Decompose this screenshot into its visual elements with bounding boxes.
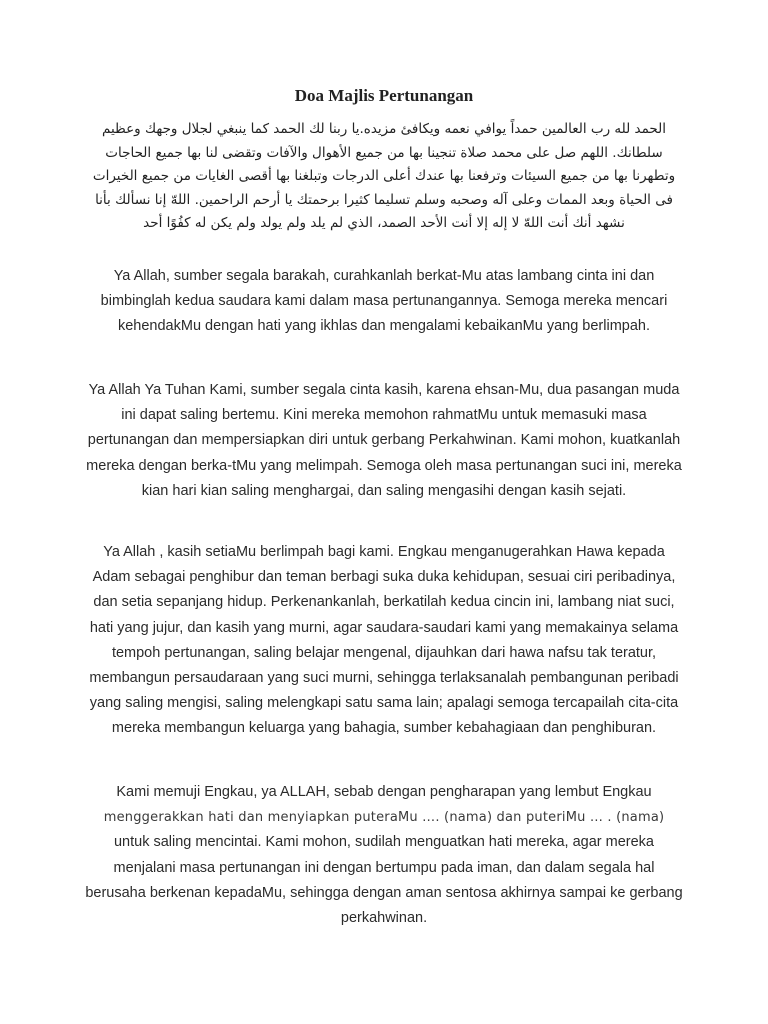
- prayer-paragraph-3: Ya Allah , kasih setiaMu berlimpah bagi kami. Engkau menganugerahkan Hawa kepada Adam sebagai penghibur dan teman berbagi suka duka kehidupan, sesuai ciri peribadinya, dan setia sepanjang hidup. Perkenankanlah, berkatilah kedua cincin ini, lambang niat suci, hati yang jujur, dan kasih yang murni, agar saudara-saudari kami yang memakainya selama tempoh pertunangan, saling belajar mengenal, dijauhkan dari hawa nafsu tak teratur, membangun persaudaraan yang suci murni, sehingga terlaksanalah pembangunan peribadi yang saling mengisi, saling melengkapi satu sama lain; apalagi semoga tercapailah cita-cita mereka membangun keluarga yang bahagia, sumber kebahagiaan dan penghiburan.: [89, 544, 679, 737]
- paragraph-4-rest: untuk saling mencintai. Kami mohon, sudilah menguatkan hati mereka, agar mereka menjalani masa pertunangan ini dengan bertumpu pada iman, dan dalam segala hal berusaha berkenan kepadaMu, sehingga dengan aman sentosa akhirnya sampai ke gerbang perkahwinan.: [85, 834, 683, 927]
- document-title: Doa Majlis Pertunangan: [294, 86, 474, 105]
- prayer-paragraph-2: Ya Allah Ya Tuhan Kami, sumber segala cinta kasih, karena ehsan-Mu, dua pasangan muda ini dapat saling bertemu. Kini mereka memohon rahmatMu untuk memasuki masa pertunangan dan mempersiapkan diri untuk gerbang Perkahwinan. Kami mohon, kuatkanlah mereka dengan berka-tMu yang melimpah. Semoga oleh masa pertunangan suci ini, mereka kian hari kian saling menghargai, dan saling mengasihi dengan kasih sejati.: [86, 382, 682, 499]
- prayer-paragraph-1: Ya Allah, sumber segala barakah, curahkanlah berkat-Mu atas lambang cinta ini dan bimbinglah kedua saudara kami dalam masa pertunangannya. Semoga mereka mencari kehendakMu dengan hati yang ikhlas dan mengalami kebaikanMu yang berlimpah.: [100, 268, 668, 335]
- prayer-paragraph-4: [84, 780, 684, 931]
- arabic-prayer-text: الحمد لله رب العالمين حمداً يوافي نعمه ويكافئ مزيده.يا ربنا لك الحمد كما ينبغي لجلال وجهك وعظيم سلطانك. اللهم صل على محمد صلاة تنجينا بها من جميع الأهوال والآفات وتقضى لنا بها جميع الحاجات وتطهرنا بها من جميع السيئات وترفعنا بها عندك أعلى الدرجات وتبلغنا بها أقصى الغايات من جميع الخيرات فى الحياة وبعد الممات وعلى آله وصحبه وسلم تسليما كثيرا برحمتك يا أرحم الراحمين. اللهّ إنا نسألك بأنا نشهد أنك أنت اللهّ لا إله إلا أنت الأحد الصمد، الذي لم يلد ولم يولد ولم يكن له كفُوًا أحد: [92, 121, 676, 231]
- paragraph-4-names-line: menggerakkan hati dan menyiapkan puteraMu …. (nama) dan puteriMu … . (nama): [103, 810, 665, 826]
- paragraph-4-line-1: Kami memuji Engkau, ya ALLAH, sebab dengan pengharapan yang lembut Engkau: [116, 784, 652, 800]
